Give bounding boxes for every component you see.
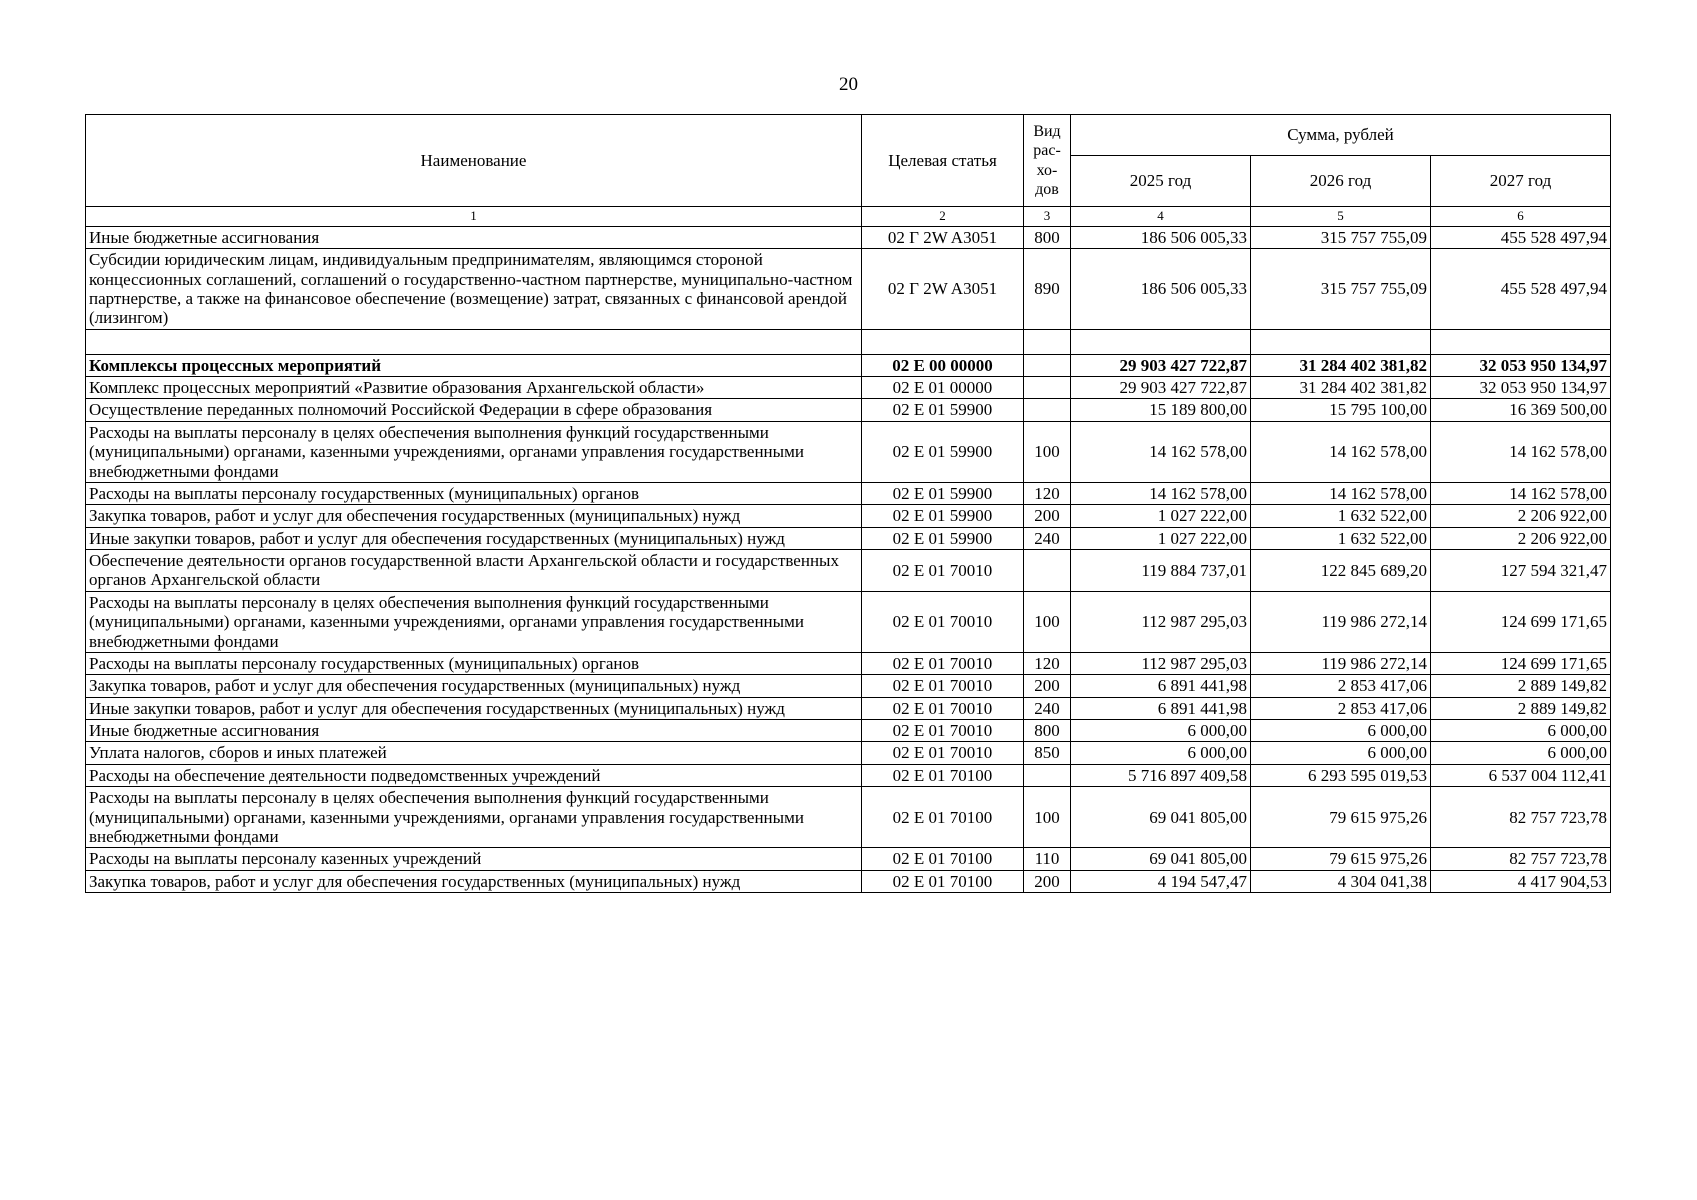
amount-2027-cell: 82 757 723,78: [1431, 787, 1611, 848]
expense-type-cell: 240: [1024, 527, 1071, 549]
target-article-cell: 02 Е 01 59900: [862, 421, 1024, 482]
header-sum: Сумма, рублей: [1071, 115, 1611, 156]
amount-2026-cell: 1 632 522,00: [1251, 505, 1431, 527]
name-cell: Иные закупки товаров, работ и услуг для обеспечения государственных (муниципальных) нужд: [86, 527, 862, 549]
name-cell: Субсидии юридическим лицам, индивидуальным предпринимателям, являющимся стороной концессионных соглашений, соглашений о государственно-частном партнерстве, муниципально-частном партнерстве, а также на финансовое обеспечение (возмещение) затрат, связанных с финансовой арендой (лизингом): [86, 249, 862, 330]
name-cell: Расходы на выплаты персоналу казенных учреждений: [86, 848, 862, 870]
target-article-cell: 02 Е 01 59900: [862, 527, 1024, 549]
header-expense-type: [1024, 115, 1071, 207]
amount-2026-cell: 119 986 272,14: [1251, 652, 1431, 674]
target-article-cell: 02 Г 2W A3051: [862, 249, 1024, 330]
column-numbers-row: [86, 207, 1611, 227]
header-year-2025: 2025 год: [1071, 156, 1251, 207]
amount-2025-cell: 6 000,00: [1071, 742, 1251, 764]
amount-2025-cell: 15 189 800,00: [1071, 399, 1251, 421]
amount-2026-cell: 122 845 689,20: [1251, 550, 1431, 592]
amount-2026-cell: 6 000,00: [1251, 742, 1431, 764]
target-article-cell: 02 Е 01 70010: [862, 720, 1024, 742]
name-cell: Закупка товаров, работ и услуг для обеспечения государственных (муниципальных) нужд: [86, 505, 862, 527]
table-header: [86, 115, 1611, 207]
table-row: [86, 675, 1611, 697]
amount-2027-cell: 455 528 497,94: [1431, 226, 1611, 248]
table-row: [86, 226, 1611, 248]
table-row: [86, 527, 1611, 549]
amount-2025-cell: 14 162 578,00: [1071, 482, 1251, 504]
table-row: [86, 742, 1611, 764]
amount-2026-cell: 14 162 578,00: [1251, 482, 1431, 504]
header-expense-type-line: Вид: [1033, 123, 1061, 141]
budget-table: [85, 114, 1611, 893]
amount-2027-cell: 2 206 922,00: [1431, 527, 1611, 549]
target-article-cell: 02 Е 01 70010: [862, 591, 1024, 652]
amount-2026-cell: 1 632 522,00: [1251, 527, 1431, 549]
amount-2026-cell: 15 795 100,00: [1251, 399, 1431, 421]
amount-2027-cell: 14 162 578,00: [1431, 421, 1611, 482]
name-cell: Уплата налогов, сборов и иных платежей: [86, 742, 862, 764]
target-article-cell: 02 Е 01 70010: [862, 675, 1024, 697]
header-expense-type-line: рас-: [1033, 142, 1061, 160]
table-row: [86, 354, 1611, 376]
expense-type-cell: 120: [1024, 652, 1071, 674]
table-row: [86, 399, 1611, 421]
amount-2025-cell: 186 506 005,33: [1071, 226, 1251, 248]
column-number: 2: [862, 207, 1024, 227]
header-year-2027: 2027 год: [1431, 156, 1611, 207]
header-year-2026: 2026 год: [1251, 156, 1431, 207]
amount-2025-cell: 119 884 737,01: [1071, 550, 1251, 592]
name-cell: Иные бюджетные ассигнования: [86, 226, 862, 248]
column-number: 4: [1071, 207, 1251, 227]
table-row: [86, 482, 1611, 504]
amount-2027-cell: 4 417 904,53: [1431, 870, 1611, 892]
expense-type-cell: 240: [1024, 697, 1071, 719]
expense-type-cell: [1024, 377, 1071, 399]
header-expense-type-line: хо-: [1036, 161, 1058, 179]
amount-2026-cell: 79 615 975,26: [1251, 848, 1431, 870]
target-article-cell: 02 Е 01 70010: [862, 742, 1024, 764]
empty-cell: [1024, 329, 1071, 354]
amount-2026-cell: 2 853 417,06: [1251, 675, 1431, 697]
name-cell: Расходы на выплаты персоналу государственных (муниципальных) органов: [86, 482, 862, 504]
empty-cell: [862, 329, 1024, 354]
table-row: [86, 848, 1611, 870]
table-row: [86, 377, 1611, 399]
name-cell: Комплексы процессных мероприятий: [86, 354, 862, 376]
table-row: [86, 505, 1611, 527]
amount-2027-cell: 32 053 950 134,97: [1431, 354, 1611, 376]
column-number: 3: [1024, 207, 1071, 227]
expense-type-cell: 850: [1024, 742, 1071, 764]
expense-type-cell: 100: [1024, 421, 1071, 482]
target-article-cell: 02 Г 2W A3051: [862, 226, 1024, 248]
target-article-cell: 02 Е 01 59900: [862, 505, 1024, 527]
amount-2027-cell: 6 000,00: [1431, 720, 1611, 742]
expense-type-cell: 120: [1024, 482, 1071, 504]
amount-2027-cell: 127 594 321,47: [1431, 550, 1611, 592]
amount-2025-cell: 29 903 427 722,87: [1071, 354, 1251, 376]
expense-type-cell: 200: [1024, 675, 1071, 697]
name-cell: Расходы на выплаты персоналу в целях обеспечения выполнения функций государственными (муниципальными) органами, казенными учреждениями, органами управления государственными внебюджетными фондами: [86, 787, 862, 848]
spacer-row: [86, 329, 1611, 354]
amount-2026-cell: 315 757 755,09: [1251, 226, 1431, 248]
name-cell: Иные закупки товаров, работ и услуг для обеспечения государственных (муниципальных) нужд: [86, 697, 862, 719]
amount-2027-cell: 2 889 149,82: [1431, 697, 1611, 719]
expense-type-cell: 100: [1024, 787, 1071, 848]
expense-type-cell: [1024, 550, 1071, 592]
header-name: Наименование: [86, 115, 862, 207]
amount-2025-cell: 1 027 222,00: [1071, 527, 1251, 549]
expense-type-cell: 110: [1024, 848, 1071, 870]
name-cell: Расходы на обеспечение деятельности подведомственных учреждений: [86, 764, 862, 786]
table-row: [86, 697, 1611, 719]
table-row: [86, 870, 1611, 892]
amount-2026-cell: 79 615 975,26: [1251, 787, 1431, 848]
amount-2027-cell: 455 528 497,94: [1431, 249, 1611, 330]
table-row: [86, 591, 1611, 652]
page-number: 20: [839, 74, 858, 95]
table-body: [86, 207, 1611, 893]
column-number: 5: [1251, 207, 1431, 227]
amount-2027-cell: 82 757 723,78: [1431, 848, 1611, 870]
name-cell: Иные бюджетные ассигнования: [86, 720, 862, 742]
target-article-cell: 02 Е 01 70100: [862, 870, 1024, 892]
amount-2025-cell: 6 000,00: [1071, 720, 1251, 742]
amount-2025-cell: 5 716 897 409,58: [1071, 764, 1251, 786]
amount-2026-cell: 119 986 272,14: [1251, 591, 1431, 652]
amount-2027-cell: 2 206 922,00: [1431, 505, 1611, 527]
empty-cell: [1071, 329, 1251, 354]
target-article-cell: 02 Е 01 70100: [862, 848, 1024, 870]
amount-2025-cell: 14 162 578,00: [1071, 421, 1251, 482]
table-row: [86, 652, 1611, 674]
amount-2027-cell: 14 162 578,00: [1431, 482, 1611, 504]
amount-2027-cell: 6 000,00: [1431, 742, 1611, 764]
name-cell: Комплекс процессных мероприятий «Развитие образования Архангельской области»: [86, 377, 862, 399]
amount-2025-cell: 4 194 547,47: [1071, 870, 1251, 892]
amount-2025-cell: 1 027 222,00: [1071, 505, 1251, 527]
expense-type-cell: [1024, 764, 1071, 786]
amount-2026-cell: 315 757 755,09: [1251, 249, 1431, 330]
target-article-cell: 02 Е 01 59900: [862, 399, 1024, 421]
expense-type-cell: 100: [1024, 591, 1071, 652]
column-number: 6: [1431, 207, 1611, 227]
amount-2027-cell: 6 537 004 112,41: [1431, 764, 1611, 786]
amount-2027-cell: 16 369 500,00: [1431, 399, 1611, 421]
expense-type-cell: 200: [1024, 505, 1071, 527]
name-cell: Обеспечение деятельности органов государственной власти Архангельской области и государственных органов Архангельской области: [86, 550, 862, 592]
table-row: [86, 249, 1611, 330]
target-article-cell: 02 Е 01 70010: [862, 652, 1024, 674]
empty-cell: [1251, 329, 1431, 354]
amount-2027-cell: 124 699 171,65: [1431, 591, 1611, 652]
amount-2026-cell: 6 000,00: [1251, 720, 1431, 742]
amount-2026-cell: 31 284 402 381,82: [1251, 354, 1431, 376]
amount-2026-cell: 4 304 041,38: [1251, 870, 1431, 892]
expense-type-cell: [1024, 399, 1071, 421]
amount-2025-cell: 6 891 441,98: [1071, 697, 1251, 719]
amount-2025-cell: 29 903 427 722,87: [1071, 377, 1251, 399]
target-article-cell: 02 Е 01 70010: [862, 697, 1024, 719]
expense-type-cell: [1024, 354, 1071, 376]
name-cell: Расходы на выплаты персоналу в целях обеспечения выполнения функций государственными (муниципальными) органами, казенными учреждениями, органами управления государственными внебюджетными фондами: [86, 591, 862, 652]
target-article-cell: 02 Е 00 00000: [862, 354, 1024, 376]
table-row: [86, 421, 1611, 482]
expense-type-cell: 890: [1024, 249, 1071, 330]
target-article-cell: 02 Е 01 59900: [862, 482, 1024, 504]
header-target-article: Целевая статья: [862, 115, 1024, 207]
amount-2027-cell: 2 889 149,82: [1431, 675, 1611, 697]
amount-2026-cell: 6 293 595 019,53: [1251, 764, 1431, 786]
amount-2025-cell: 69 041 805,00: [1071, 848, 1251, 870]
target-article-cell: 02 Е 01 70010: [862, 550, 1024, 592]
amount-2026-cell: 2 853 417,06: [1251, 697, 1431, 719]
amount-2025-cell: 112 987 295,03: [1071, 652, 1251, 674]
name-cell: Закупка товаров, работ и услуг для обеспечения государственных (муниципальных) нужд: [86, 675, 862, 697]
table-row: [86, 787, 1611, 848]
amount-2025-cell: 112 987 295,03: [1071, 591, 1251, 652]
amount-2026-cell: 31 284 402 381,82: [1251, 377, 1431, 399]
amount-2025-cell: 69 041 805,00: [1071, 787, 1251, 848]
expense-type-cell: 800: [1024, 226, 1071, 248]
target-article-cell: 02 Е 01 70100: [862, 764, 1024, 786]
empty-cell: [86, 329, 862, 354]
name-cell: Расходы на выплаты персоналу государственных (муниципальных) органов: [86, 652, 862, 674]
name-cell: Расходы на выплаты персоналу в целях обеспечения выполнения функций государственными (муниципальными) органами, казенными учреждениями, органами управления государственными внебюджетными фондами: [86, 421, 862, 482]
target-article-cell: 02 Е 01 70100: [862, 787, 1024, 848]
target-article-cell: 02 Е 01 00000: [862, 377, 1024, 399]
table-row: [86, 550, 1611, 592]
amount-2026-cell: 14 162 578,00: [1251, 421, 1431, 482]
amount-2025-cell: 6 891 441,98: [1071, 675, 1251, 697]
table-row: [86, 720, 1611, 742]
header-expense-type-line: дов: [1035, 180, 1059, 198]
table-row: [86, 764, 1611, 786]
amount-2027-cell: 124 699 171,65: [1431, 652, 1611, 674]
expense-type-cell: 800: [1024, 720, 1071, 742]
empty-cell: [1431, 329, 1611, 354]
column-number: 1: [86, 207, 862, 227]
expense-type-cell: 200: [1024, 870, 1071, 892]
amount-2025-cell: 186 506 005,33: [1071, 249, 1251, 330]
name-cell: Закупка товаров, работ и услуг для обеспечения государственных (муниципальных) нужд: [86, 870, 862, 892]
amount-2027-cell: 32 053 950 134,97: [1431, 377, 1611, 399]
name-cell: Осуществление переданных полномочий Российской Федерации в сфере образования: [86, 399, 862, 421]
